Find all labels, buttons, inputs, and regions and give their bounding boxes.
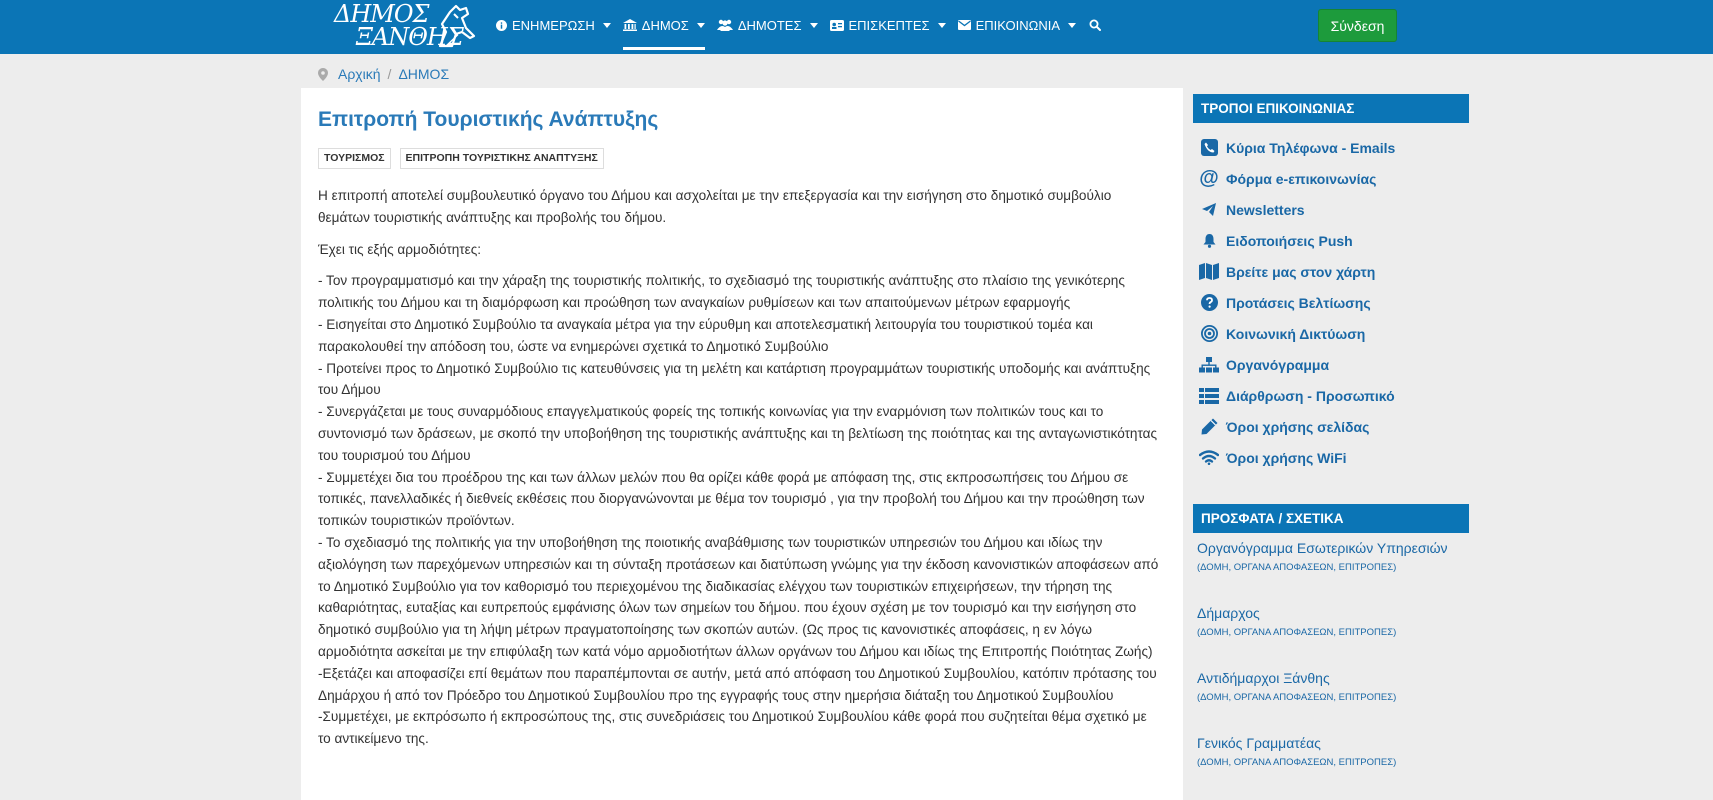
contact-item-phones[interactable] [1197, 132, 1467, 163]
paper-plane-icon [1197, 203, 1221, 216]
related-item-category: (ΔΟΜΗ, ΟΡΓΑΝΑ ΑΠΟΦΑΣΕΩΝ, ΕΠΙΤΡΟΠΕΣ) [1197, 627, 1397, 638]
breadcrumb-home-link[interactable]: Αρχική [338, 66, 381, 82]
logo-line-2: ΞΑΝΘΗΣ [356, 23, 463, 51]
pencil-icon [1197, 418, 1221, 435]
contact-label: Newsletters [1226, 201, 1305, 218]
sidebar [1183, 88, 1479, 800]
contact-item-social[interactable] [1197, 318, 1467, 349]
contact-label: Διάρθρωση - Προσωπικό [1226, 387, 1395, 404]
nav-item-dimos[interactable] [617, 0, 711, 50]
related-item[interactable] [1197, 538, 1467, 603]
contact-item-push[interactable] [1197, 225, 1467, 256]
related-item[interactable] [1197, 733, 1467, 798]
contact-item-suggestions[interactable] [1197, 287, 1467, 318]
right-gutter [1479, 88, 1713, 800]
contact-label: Ειδοποιήσεις Push [1226, 232, 1353, 249]
competence-item: - Τον προγραμματισμό και την χάραξη της τουριστικής πολιτικής, το σχεδιασμό της τουριστικής ανάπτυξης στο πλαίσιο της γενικότερης πολιτικής του Δήμου και τη διαμόρφωση και προώθηση των αναγκαίων ρυθμίσεων και των απαιτούμενων μέτρων εφαρμογής [318, 273, 1125, 311]
search-icon [1089, 19, 1101, 31]
contact-label: Όροι χρήσης WiFi [1226, 449, 1347, 466]
map-marker-icon [318, 68, 328, 81]
info-icon [496, 20, 507, 31]
search-button[interactable] [1082, 0, 1108, 50]
breadcrumb-separator: / [387, 66, 392, 82]
related-item-title[interactable]: Αντιδήμαρχοι Ξάνθης [1197, 670, 1330, 686]
related-item[interactable] [1197, 668, 1467, 733]
logo-line-1: ΔΗΜΟΣ [334, 0, 429, 28]
nav-item-enimerosi[interactable] [490, 0, 617, 50]
competence-item: - Προτείνει προς το Δημοτικό Συμβούλιο τις κατευθύνσεις για τη μελέτη και κατάρτιση προγραμμάτων τουριστικής υποδομής και ανάπτυξης του Δήμου [318, 360, 1151, 398]
tag-committee[interactable]: ΕΠΙΤΡΟΠΗ ΤΟΥΡΙΣΤΙΚΗΣ ΑΝΑΠΤΥΞΗΣ [400, 148, 604, 169]
nav-label: ΕΠΙΣΚΕΠΤΕΣ [848, 17, 930, 33]
competence-item: - Συνεργάζεται με τους συναρμόδιους επαγγελματικούς φορείς της τοπικής κοινωνίας για την εναρμόνιση των πολιτικών τους και το συντονισμό των δράσεων, με σκοπό την υποβοήθηση της τουριστικής ανάπτυξης και τη βελτίωση της ποιότητας και της ανταγωνιστικότητας του τουρισμού του Δήμου [318, 404, 1158, 463]
competence-item: -Εξετάζει και αποφασίζει επί θεμάτων που παραπέμπονται σε αυτήν, μετά από απόφαση του Δημοτικού Συμβουλίου, κατόπιν πρότασης του Δημάρχου ή από τον Πρόεδρο του Δημοτικού Συμβουλίου προ της εγγραφής τους στην ημερήσια διάταξη του Δημοτικού Συμβουλίου [318, 665, 1157, 703]
contact-list [1197, 132, 1467, 473]
nav-label: ΕΝΗΜΕΡΩΣΗ [512, 17, 595, 33]
related-item-title[interactable]: Δήμαρχος [1197, 605, 1260, 621]
list-icon [1197, 388, 1221, 404]
id-card-icon [830, 20, 844, 31]
related-item-category: (ΔΟΜΗ, ΟΡΓΑΝΑ ΑΠΟΦΑΣΕΩΝ, ΕΠΙΤΡΟΠΕΣ) [1197, 757, 1397, 768]
horse-icon [432, 2, 480, 48]
contact-item-wifi[interactable] [1197, 442, 1467, 473]
site-logo[interactable] [334, 0, 484, 52]
competence-item: - Συμμετέχει δια του προέδρου της και των άλλων μελών που θα ορίζει κάθε φορά με απόφαση της, στις εκπροσωπήσεις του Δήμου σε τοπικές, πανελλαδικές ή διεθνείς εκθέσεις που διοργανώνονται με θέμα τον τουρισμό , για την προβολή του Δήμου και την προώθηση των τοπικών τουριστικών προϊόντων. [318, 469, 1145, 529]
related-item-category: (ΔΟΜΗ, ΟΡΓΑΝΑ ΑΠΟΦΑΣΕΩΝ, ΕΠΙΤΡΟΠΕΣ) [1197, 692, 1397, 703]
caret-down-icon [810, 23, 818, 28]
article-panel [301, 88, 1183, 800]
competence-item: - Εισηγείται στο Δημοτικό Συμβούλιο τα αναγκαία μέτρα για την εύρυθμη και αποτελεσματική λειτουργία του τουριστικού τομέα και παρακολουθεί την απόδοση του, ώστε να ενημερώνει σχετικά το Δημοτικό Συμβούλιο [318, 316, 1093, 354]
contact-label: Οργανόγραμμα [1226, 356, 1330, 373]
contact-item-org-chart[interactable] [1197, 349, 1467, 380]
nav-label: ΕΠΙΚΟΙΝΩΝΙΑ [975, 17, 1061, 33]
question-icon [1197, 294, 1221, 311]
users-icon [717, 19, 733, 31]
caret-down-icon [603, 23, 611, 28]
contact-methods-heading: ΤΡΟΠΟΙ ΕΠΙΚΟΙΝΩΝΙΑΣ [1193, 94, 1469, 123]
contact-item-newsletters[interactable] [1197, 194, 1467, 225]
related-item[interactable] [1197, 603, 1467, 668]
main-nav [490, 0, 1108, 50]
wifi-icon [1197, 450, 1221, 465]
envelope-icon [958, 20, 971, 30]
contact-item-structure[interactable] [1197, 380, 1467, 411]
contact-item-form[interactable] [1197, 163, 1467, 194]
contact-label: Όροι χρήσης σελίδας [1226, 418, 1370, 435]
caret-down-icon [938, 23, 946, 28]
article-body [318, 185, 1162, 750]
related-item-title[interactable]: Οργανόγραμμα Εσωτερικών Υπηρεσιών [1197, 540, 1448, 556]
at-icon: @ [1199, 167, 1219, 189]
login-button[interactable]: Σύνδεση [1318, 9, 1397, 42]
competences-heading: Έχει τις εξής αρμοδιότητες: [318, 241, 482, 257]
sitemap-icon [1197, 357, 1221, 373]
related-heading: ΠΡΟΣΦΑΤΑ / ΣΧΕΤΙΚΑ [1193, 504, 1469, 533]
top-navbar [0, 0, 1713, 54]
nav-label: ΔΗΜΟΣ [641, 17, 689, 33]
related-item-title[interactable]: Γενικός Γραμματέας [1197, 735, 1321, 751]
contact-item-terms[interactable] [1197, 411, 1467, 442]
bell-icon [1197, 234, 1221, 248]
article-intro: Η επιτροπή αποτελεί συμβουλευτικό όργανο του Δήμου και ασχολείται με την επεξεργασία και την εισήγηση στο δημοτικό συμβούλιο θεμάτων τουριστικής ανάπτυξης και προβολής του δήμου. [318, 188, 1112, 225]
breadcrumb [318, 58, 449, 90]
contact-item-map[interactable] [1197, 256, 1467, 287]
related-item-category: (ΔΟΜΗ, ΟΡΓΑΝΑ ΑΠΟΦΑΣΕΩΝ, ΕΠΙΤΡΟΠΕΣ) [1197, 562, 1397, 573]
nav-item-episkeptes[interactable] [824, 0, 952, 50]
caret-down-icon [697, 23, 705, 28]
nav-item-epikoinonia[interactable] [952, 0, 1082, 50]
tag-tourism[interactable]: ΤΟΥΡΙΣΜΟΣ [318, 148, 391, 169]
competence-item: - Το σχεδιασμό της πολιτικής για την υποβοήθηση της ποιοτικής αναβάθμισης των τουριστικών υπηρεσιών του Δήμου και ιδίως την αξιολόγηση των παρεχόμενων υπηρεσιών και τη σύνταξη προτάσεων και διατύπωση γνώμης για την έκδοση κανονιστικών αποφάσεων από το Δημοτικό Συμβούλιο για τον καθορισμό του περιεχομένου της διαδικασίας ελέγχου των τουριστικών επιχειρήσεων, την τήρηση της καθαριότητας, ευταξίας και ευπρεπούς εμφάνισης όλων των σημείων του δήμου. που έχουν σχέση με τον τουρισμό και την εισήγηση στο δημοτικό συμβούλιο για τη λήψη μέτρων πραγματοποίησης των σκοπών αυτών. (Ως προς τις κανονιστικές αποφάσεις, η εν λόγω αρμοδιότητα ασκείται με την επιφύλαξη των κατά νόμο αρμοδιοτήτων άλλων οργάνων του Δήμου και ιδίως της Επιτροπής Ποιότητας Ζωής) [318, 534, 1159, 659]
map-icon [1197, 263, 1221, 280]
page-title: Επιτροπή Τουριστικής Ανάπτυξης [318, 108, 659, 131]
contact-label: Προτάσεις Βελτίωσης [1226, 294, 1371, 311]
caret-down-icon [1068, 23, 1076, 28]
phone-icon [1197, 139, 1221, 156]
target-icon [1197, 325, 1221, 342]
breadcrumb-current-link[interactable]: ΔΗΜΟΣ [398, 66, 450, 82]
related-list [1197, 538, 1467, 798]
contact-label: Φόρμα e-επικοινωνίας [1226, 170, 1377, 187]
tag-list [318, 148, 1162, 169]
contact-label: Βρείτε μας στον χάρτη [1226, 263, 1376, 280]
contact-label: Κύρια Τηλέφωνα - Emails [1226, 139, 1396, 156]
contact-label: Κοινωνική Δικτύωση [1226, 325, 1366, 342]
competence-item: -Συμμετέχει, με εκπρόσωπο ή εκπροσώπους της, στις συνεδριάσεις του Δημοτικού Συμβουλίου κάθε φορά που συζητείται θέμα σχετικό με το αντικείμενο της. [318, 709, 1147, 747]
building-icon [623, 19, 637, 31]
nav-label: ΔΗΜΟΤΕΣ [737, 17, 802, 33]
nav-item-dimotes[interactable] [711, 0, 824, 50]
